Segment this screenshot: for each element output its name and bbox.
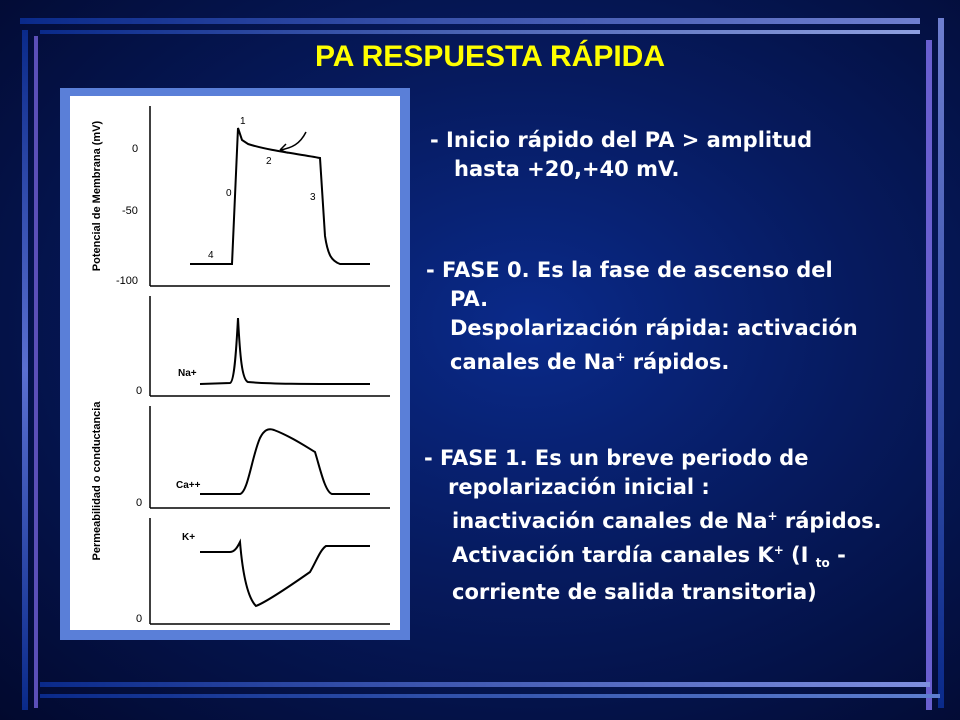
phase-arrow xyxy=(280,132,306,150)
phase-label-2: 2 xyxy=(266,156,272,167)
phase-label-3: 3 xyxy=(310,192,316,203)
bullet-1-dash: - xyxy=(430,128,439,152)
ylabel-top: Potencial de Membrana (mV) xyxy=(91,120,103,272)
bullet-3-line-1: FASE 1. Es un breve periodo de xyxy=(440,446,809,470)
ca-label: Ca++ xyxy=(176,480,201,491)
frame-left-bar xyxy=(22,30,28,710)
k-label: K+ xyxy=(182,532,196,543)
bullet-2-line-4 xyxy=(426,343,858,377)
bullet-1-line-1: Inicio rápido del PA > amplitud xyxy=(446,128,813,152)
bullet-2-line-4-sup: + xyxy=(615,350,626,364)
phase-label-0: 0 xyxy=(226,188,232,199)
action-potential-curve xyxy=(190,128,370,264)
na-zero: 0 xyxy=(136,385,143,397)
frame-right-bar-2 xyxy=(938,18,944,708)
bullet-3-line-3a: inactivación canales de Na xyxy=(452,509,768,533)
bullet-3-dash: - xyxy=(424,446,433,470)
bullet-3-line-4-sub: to xyxy=(815,556,830,571)
frame-right-bar xyxy=(926,40,932,710)
bullet-3-line-4a: Activación tardía canales K xyxy=(452,543,774,567)
frame-top-bar xyxy=(20,18,920,24)
bullet-3-line-3-sup: + xyxy=(767,509,778,523)
bullet-3-line-5: corriente de salida transitoria) xyxy=(452,580,817,605)
phase-label-1: 1 xyxy=(240,116,246,127)
slide-title: PA RESPUESTA RÁPIDA xyxy=(314,40,666,73)
tick-0: 0 xyxy=(132,143,139,155)
frame-bottom-bar xyxy=(40,682,930,687)
bullet-3-line-2: repolarización inicial : xyxy=(448,475,710,499)
bullet-3 xyxy=(424,444,882,607)
na-current-curve xyxy=(200,318,370,384)
bullet-1-line-2: hasta +20,+40 mV. xyxy=(454,157,680,181)
na-label: Na+ xyxy=(178,368,197,379)
bullet-3-line-4b: (I xyxy=(783,543,816,567)
bullet-3-line-4 xyxy=(424,536,882,578)
tick-minus-100: -100 xyxy=(116,275,139,287)
figure-panel xyxy=(60,88,410,640)
bullet-3-line-3 xyxy=(424,502,882,536)
frame-bottom-bar-2 xyxy=(40,694,940,698)
bullet-2 xyxy=(426,256,858,377)
bullet-2-line-4b: rápidos. xyxy=(625,350,730,374)
bullet-2-line-4a: canales de Na xyxy=(450,350,616,374)
bullet-3-line-3b: rápidos. xyxy=(777,509,882,533)
ca-current-curve xyxy=(200,429,370,494)
action-potential-figure xyxy=(70,96,400,630)
bullet-3-line-4c: - xyxy=(829,543,846,567)
ca-zero: 0 xyxy=(136,497,143,509)
k-zero: 0 xyxy=(136,613,143,625)
bullet-1 xyxy=(430,126,812,184)
ylabel-bottom: Permeabilidad o conductancia xyxy=(91,401,103,561)
bullet-2-line-3: Despolarización rápida: activación xyxy=(450,316,858,340)
phase-label-4: 4 xyxy=(208,250,214,261)
frame-top-bar-2 xyxy=(40,30,920,34)
frame-left-bar-2 xyxy=(34,36,38,708)
bullet-3-line-4-sup: + xyxy=(773,543,784,557)
bullet-2-line-1: FASE 0. Es la fase de ascenso del xyxy=(442,258,833,282)
tick-minus-50: -50 xyxy=(122,205,138,217)
bullet-2-line-2: PA. xyxy=(450,287,489,311)
k-current-curve xyxy=(200,542,370,606)
bullet-2-dash: - xyxy=(426,258,435,282)
